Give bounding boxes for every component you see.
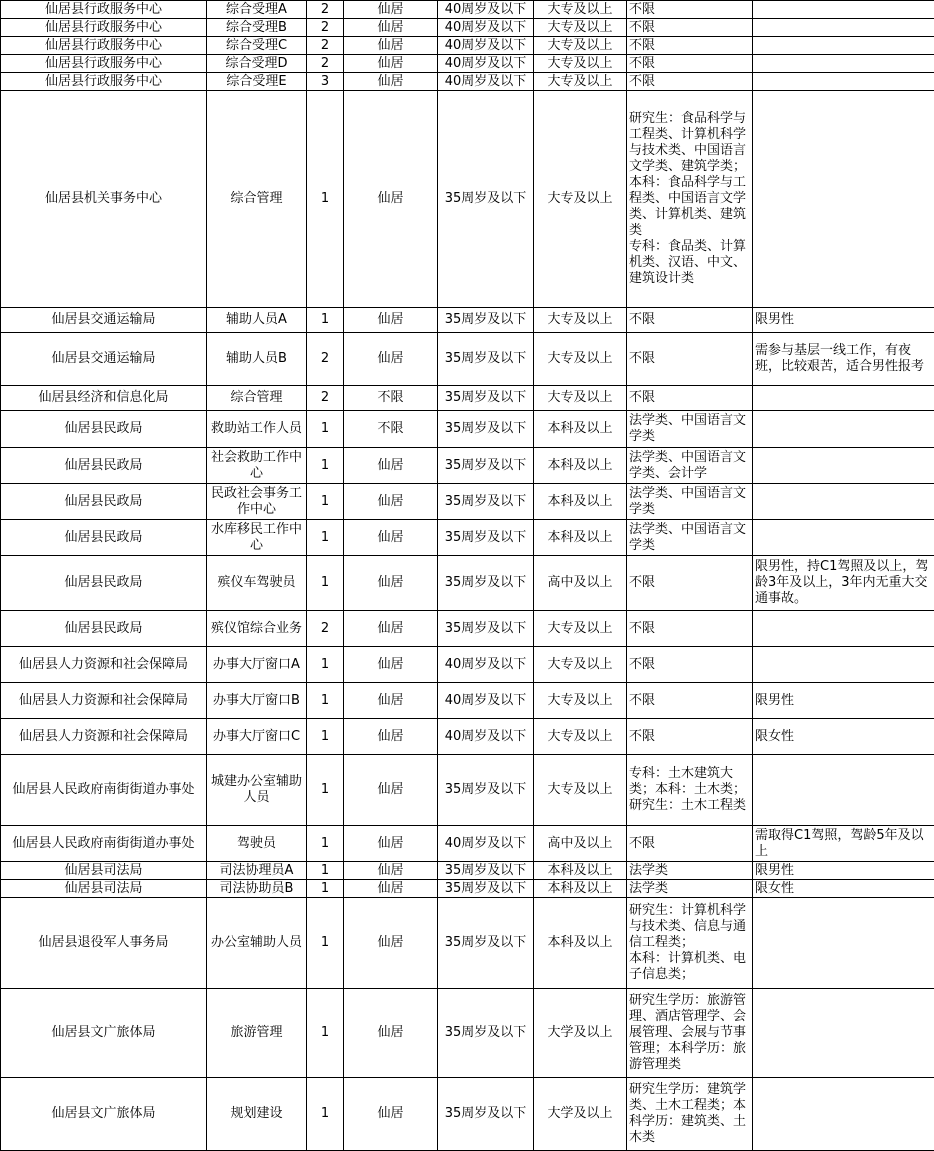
cell-residence: 仙居	[344, 37, 438, 55]
cell-residence: 仙居	[344, 1078, 438, 1151]
cell-count: 2	[307, 19, 344, 37]
cell-position: 综合受理B	[207, 19, 307, 37]
cell-residence: 仙居	[344, 989, 438, 1078]
cell-note	[753, 520, 934, 556]
table-body	[1, 1, 934, 1151]
cell-major: 不限	[627, 386, 753, 411]
cell-age: 40周岁及以下	[438, 683, 534, 719]
cell-note	[753, 19, 934, 37]
cell-note	[753, 91, 934, 308]
cell-age: 35周岁及以下	[438, 308, 534, 333]
cell-unit: 仙居县交通运输局	[1, 333, 207, 386]
cell-position: 办事大厅窗口A	[207, 647, 307, 683]
cell-age: 35周岁及以下	[438, 880, 534, 898]
cell-note	[753, 73, 934, 91]
cell-age: 40周岁及以下	[438, 719, 534, 755]
cell-major: 法学类	[627, 880, 753, 898]
cell-residence: 仙居	[344, 308, 438, 333]
cell-note	[753, 755, 934, 826]
cell-note: 需参与基层一线工作，有夜班，比较艰苦，适合男性报考	[753, 333, 934, 386]
cell-note	[753, 647, 934, 683]
cell-major: 法学类	[627, 862, 753, 880]
cell-residence: 仙居	[344, 683, 438, 719]
cell-unit: 仙居县民政局	[1, 411, 207, 448]
cell-education: 大专及以上	[534, 308, 627, 333]
table-row	[1, 520, 934, 556]
cell-note: 限女性	[753, 719, 934, 755]
cell-education: 大专及以上	[534, 333, 627, 386]
cell-count: 1	[307, 308, 344, 333]
cell-unit: 仙居县退役军人事务局	[1, 898, 207, 989]
cell-note	[753, 484, 934, 520]
cell-unit: 仙居县行政服务中心	[1, 55, 207, 73]
cell-major: 法学类、中国语言文学类、会计学	[627, 448, 753, 484]
cell-age: 35周岁及以下	[438, 862, 534, 880]
cell-position: 辅助人员B	[207, 333, 307, 386]
cell-note: 限男性	[753, 683, 934, 719]
cell-position: 民政社会事务工作中心	[207, 484, 307, 520]
cell-position: 综合管理	[207, 386, 307, 411]
cell-age: 40周岁及以下	[438, 19, 534, 37]
cell-education: 本科及以上	[534, 484, 627, 520]
cell-age: 35周岁及以下	[438, 484, 534, 520]
cell-position: 旅游管理	[207, 989, 307, 1078]
cell-residence: 仙居	[344, 448, 438, 484]
cell-education: 大专及以上	[534, 55, 627, 73]
cell-age: 40周岁及以下	[438, 55, 534, 73]
cell-major: 法学类、中国语言文学类	[627, 484, 753, 520]
cell-residence: 仙居	[344, 520, 438, 556]
cell-education: 大专及以上	[534, 755, 627, 826]
cell-unit: 仙居县行政服务中心	[1, 19, 207, 37]
cell-note: 需取得C1驾照，驾龄5年及以上	[753, 826, 934, 862]
cell-age: 40周岁及以下	[438, 73, 534, 91]
cell-major: 不限	[627, 333, 753, 386]
cell-note: 限男性，持C1驾照及以上，驾龄3年及以上，3年内无重大交通事故。	[753, 556, 934, 611]
cell-count: 3	[307, 73, 344, 91]
cell-note	[753, 989, 934, 1078]
cell-position: 城建办公室辅助人员	[207, 755, 307, 826]
cell-age: 35周岁及以下	[438, 755, 534, 826]
cell-education: 高中及以上	[534, 556, 627, 611]
cell-residence: 仙居	[344, 1, 438, 19]
cell-education: 大专及以上	[534, 19, 627, 37]
cell-residence: 仙居	[344, 55, 438, 73]
cell-position: 办事大厅窗口B	[207, 683, 307, 719]
cell-note	[753, 898, 934, 989]
cell-unit: 仙居县民政局	[1, 520, 207, 556]
cell-position: 辅助人员A	[207, 308, 307, 333]
cell-residence: 仙居	[344, 647, 438, 683]
cell-note	[753, 611, 934, 647]
cell-age: 35周岁及以下	[438, 898, 534, 989]
cell-age: 40周岁及以下	[438, 37, 534, 55]
cell-residence: 仙居	[344, 19, 438, 37]
cell-position: 殡仪车驾驶员	[207, 556, 307, 611]
cell-note	[753, 1, 934, 19]
cell-education: 大专及以上	[534, 37, 627, 55]
cell-count: 1	[307, 826, 344, 862]
cell-count: 1	[307, 411, 344, 448]
cell-unit: 仙居县民政局	[1, 448, 207, 484]
cell-education: 大专及以上	[534, 386, 627, 411]
cell-education: 大专及以上	[534, 91, 627, 308]
cell-note	[753, 37, 934, 55]
cell-residence: 仙居	[344, 826, 438, 862]
cell-note	[753, 386, 934, 411]
cell-count: 1	[307, 1078, 344, 1151]
cell-residence: 仙居	[344, 862, 438, 880]
table-row	[1, 308, 934, 333]
cell-note	[753, 411, 934, 448]
cell-unit: 仙居县人民政府南街街道办事处	[1, 826, 207, 862]
table-row	[1, 386, 934, 411]
cell-count: 1	[307, 683, 344, 719]
cell-age: 35周岁及以下	[438, 448, 534, 484]
cell-unit: 仙居县行政服务中心	[1, 37, 207, 55]
table-row	[1, 611, 934, 647]
cell-position: 综合受理D	[207, 55, 307, 73]
cell-education: 大专及以上	[534, 73, 627, 91]
cell-unit: 仙居县文广旅体局	[1, 1078, 207, 1151]
cell-major: 不限	[627, 73, 753, 91]
cell-unit: 仙居县民政局	[1, 611, 207, 647]
cell-education: 大学及以上	[534, 989, 627, 1078]
cell-count: 1	[307, 862, 344, 880]
cell-major: 法学类、中国语言文学类	[627, 520, 753, 556]
table-row	[1, 411, 934, 448]
cell-position: 水库移民工作中心	[207, 520, 307, 556]
cell-residence: 仙居	[344, 333, 438, 386]
cell-age: 35周岁及以下	[438, 91, 534, 308]
cell-position: 驾驶员	[207, 826, 307, 862]
cell-count: 2	[307, 37, 344, 55]
cell-age: 40周岁及以下	[438, 826, 534, 862]
cell-unit: 仙居县人力资源和社会保障局	[1, 647, 207, 683]
cell-age: 40周岁及以下	[438, 647, 534, 683]
cell-position: 救助站工作人员	[207, 411, 307, 448]
cell-position: 办事大厅窗口C	[207, 719, 307, 755]
cell-position: 司法协助员B	[207, 880, 307, 898]
cell-residence: 仙居	[344, 556, 438, 611]
table-row	[1, 484, 934, 520]
cell-major: 不限	[627, 556, 753, 611]
cell-count: 2	[307, 386, 344, 411]
table-row	[1, 719, 934, 755]
cell-major: 法学类、中国语言文学类	[627, 411, 753, 448]
cell-major: 研究生学历：建筑学类、土木工程类；本科学历：建筑类、土木类	[627, 1078, 753, 1151]
cell-major: 不限	[627, 55, 753, 73]
cell-count: 1	[307, 484, 344, 520]
table-row	[1, 448, 934, 484]
cell-residence: 不限	[344, 386, 438, 411]
table-row	[1, 683, 934, 719]
cell-major: 不限	[627, 647, 753, 683]
cell-unit: 仙居县人民政府南街街道办事处	[1, 755, 207, 826]
cell-age: 35周岁及以下	[438, 333, 534, 386]
cell-position: 殡仪馆综合业务	[207, 611, 307, 647]
cell-residence: 不限	[344, 411, 438, 448]
cell-residence: 仙居	[344, 91, 438, 308]
cell-count: 2	[307, 55, 344, 73]
cell-residence: 仙居	[344, 880, 438, 898]
table-row	[1, 898, 934, 989]
cell-age: 35周岁及以下	[438, 556, 534, 611]
cell-count: 1	[307, 880, 344, 898]
cell-residence: 仙居	[344, 73, 438, 91]
table-row	[1, 880, 934, 898]
cell-count: 1	[307, 520, 344, 556]
table-row	[1, 19, 934, 37]
cell-note	[753, 1078, 934, 1151]
cell-education: 本科及以上	[534, 862, 627, 880]
table-row	[1, 55, 934, 73]
cell-education: 大专及以上	[534, 1, 627, 19]
cell-major: 专科：土木建筑大类；本科：土木类；研究生：土木工程类	[627, 755, 753, 826]
cell-education: 本科及以上	[534, 448, 627, 484]
cell-major: 不限	[627, 1, 753, 19]
cell-count: 1	[307, 898, 344, 989]
cell-unit: 仙居县司法局	[1, 862, 207, 880]
cell-note	[753, 448, 934, 484]
cell-major: 不限	[627, 826, 753, 862]
cell-major: 不限	[627, 37, 753, 55]
cell-position: 综合受理E	[207, 73, 307, 91]
cell-note: 限女性	[753, 880, 934, 898]
cell-position: 综合受理A	[207, 1, 307, 19]
cell-count: 2	[307, 611, 344, 647]
cell-education: 本科及以上	[534, 520, 627, 556]
cell-education: 大专及以上	[534, 647, 627, 683]
cell-major: 不限	[627, 19, 753, 37]
cell-position: 综合管理	[207, 91, 307, 308]
cell-position: 社会救助工作中心	[207, 448, 307, 484]
table-row	[1, 755, 934, 826]
cell-unit: 仙居县人力资源和社会保障局	[1, 719, 207, 755]
cell-position: 司法协理员A	[207, 862, 307, 880]
cell-count: 1	[307, 91, 344, 308]
cell-age: 35周岁及以下	[438, 411, 534, 448]
cell-position: 综合受理C	[207, 37, 307, 55]
cell-residence: 仙居	[344, 484, 438, 520]
cell-unit: 仙居县民政局	[1, 556, 207, 611]
cell-count: 1	[307, 719, 344, 755]
table-row	[1, 556, 934, 611]
cell-age: 35周岁及以下	[438, 1078, 534, 1151]
cell-residence: 仙居	[344, 755, 438, 826]
cell-major: 研究生：计算机科学与技术类、信息与通信工程类； 本科：计算机类、电子信息类；	[627, 898, 753, 989]
cell-education: 大专及以上	[534, 683, 627, 719]
cell-count: 1	[307, 647, 344, 683]
cell-count: 1	[307, 556, 344, 611]
cell-residence: 仙居	[344, 611, 438, 647]
cell-note: 限男性	[753, 862, 934, 880]
cell-count: 1	[307, 755, 344, 826]
cell-age: 35周岁及以下	[438, 386, 534, 411]
cell-education: 大专及以上	[534, 611, 627, 647]
table-row	[1, 73, 934, 91]
table-row	[1, 1078, 934, 1151]
cell-unit: 仙居县文广旅体局	[1, 989, 207, 1078]
cell-education: 本科及以上	[534, 880, 627, 898]
cell-major: 不限	[627, 308, 753, 333]
table-row	[1, 333, 934, 386]
cell-age: 35周岁及以下	[438, 520, 534, 556]
cell-major: 不限	[627, 719, 753, 755]
cell-major: 研究生学历：旅游管理、酒店管理学、会展管理、会展与节事管理；本科学历：旅游管理类	[627, 989, 753, 1078]
cell-education: 本科及以上	[534, 898, 627, 989]
table-row	[1, 1, 934, 19]
cell-count: 2	[307, 333, 344, 386]
cell-residence: 仙居	[344, 898, 438, 989]
cell-education: 大专及以上	[534, 719, 627, 755]
table-row	[1, 989, 934, 1078]
cell-unit: 仙居县行政服务中心	[1, 1, 207, 19]
cell-note: 限男性	[753, 308, 934, 333]
cell-count: 1	[307, 989, 344, 1078]
table-row	[1, 647, 934, 683]
cell-major: 研究生：食品科学与工程类、计算机科学与技术类、中国语言文学类、建筑学类； 本科：食品科学与工程类、中国语言文学类、计算机类、建筑类 专科：食品类、计算机类、汉语、中文、建筑设计类	[627, 91, 753, 308]
cell-unit: 仙居县交通运输局	[1, 308, 207, 333]
cell-education: 本科及以上	[534, 411, 627, 448]
cell-unit: 仙居县经济和信息化局	[1, 386, 207, 411]
cell-age: 35周岁及以下	[438, 989, 534, 1078]
cell-count: 1	[307, 448, 344, 484]
cell-unit: 仙居县人力资源和社会保障局	[1, 683, 207, 719]
cell-major: 不限	[627, 683, 753, 719]
table-row	[1, 91, 934, 308]
cell-education: 大学及以上	[534, 1078, 627, 1151]
cell-unit: 仙居县民政局	[1, 484, 207, 520]
table-row	[1, 37, 934, 55]
cell-education: 高中及以上	[534, 826, 627, 862]
table-row	[1, 862, 934, 880]
cell-unit: 仙居县司法局	[1, 880, 207, 898]
cell-age: 40周岁及以下	[438, 1, 534, 19]
cell-unit: 仙居县行政服务中心	[1, 73, 207, 91]
cell-unit: 仙居县机关事务中心	[1, 91, 207, 308]
cell-position: 规划建设	[207, 1078, 307, 1151]
cell-note	[753, 55, 934, 73]
cell-major: 不限	[627, 611, 753, 647]
cell-position: 办公室辅助人员	[207, 898, 307, 989]
cell-count: 2	[307, 1, 344, 19]
cell-residence: 仙居	[344, 719, 438, 755]
cell-age: 35周岁及以下	[438, 611, 534, 647]
table-row	[1, 826, 934, 862]
